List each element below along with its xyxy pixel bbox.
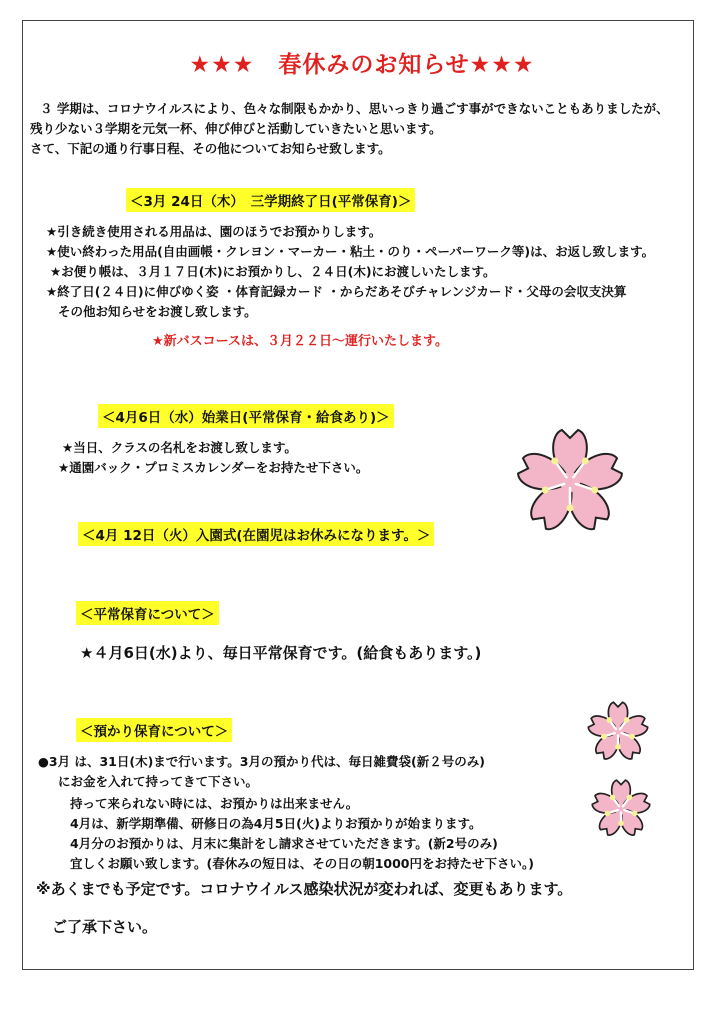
list-item: その他お知らせをお渡し致します。 bbox=[58, 304, 257, 319]
list-item: ★終了日(２４日)に伸びゆく姿 ・体育記録カード ・からだあそびチャレンジカード・父母の会収支決算 bbox=[46, 284, 627, 299]
list-item: ★通園バック・プロミスカレンダーをお持たせ下さい。 bbox=[58, 460, 369, 475]
list-item: ★当日、クラスの名札をお渡し致します。 bbox=[62, 440, 297, 455]
list-item: 4月は、新学期準備、研修日の為4月5日(火)よりお預かりが始まります。 bbox=[70, 816, 482, 831]
sakura-flower-icon bbox=[586, 700, 650, 764]
list-item: 4月分のお預かりは、月末に集計をし請求させていただきます。(新2号のみ) bbox=[70, 836, 498, 851]
page-title: ★★★ 春休みのお知らせ★★★ bbox=[189, 52, 535, 78]
list-item: ★使い終わった用品(自由画帳・クレヨン・マーカー・粘土・のり・ペーパーワーク等)は、お返し致します。 bbox=[46, 244, 655, 259]
list-item: ★お便り帳は、３月１７日(木)にお預かりし、２４日(木)にお渡しいたします。 bbox=[50, 264, 496, 279]
bus-notice: ★新バスコースは、３月２２日～運行いたします。 bbox=[152, 334, 448, 349]
sakura-flower-icon bbox=[514, 426, 626, 538]
intro-line: さて、下記の通り行事日程、その他についてお知らせ致します。 bbox=[30, 141, 391, 156]
section-heading: ＜預かり保育について＞ bbox=[76, 718, 232, 742]
list-item: ★４月6日(水)より、毎日平常保育です。(給食もあります。) bbox=[80, 644, 482, 662]
section-heading: ＜3月 24日（木） 三学期終了日(平常保育)＞ bbox=[126, 188, 415, 212]
list-item: ★引き続き使用される用品は、園のほうでお預かりします。 bbox=[46, 224, 382, 239]
section-heading: ＜平常保育について＞ bbox=[76, 601, 219, 625]
intro-line: 残り少ない３学期を元気一杯、伸び伸びと活動していきたいと思います。 bbox=[30, 121, 442, 136]
section-heading: ＜4月 12日（火）入園式(在園児はお休みになります。＞ bbox=[78, 522, 434, 546]
intro-line: ３ 学期は、コロナウイルスにより、色々な制限もかかり、思いっきり過ごす事ができないこともありましたが、 bbox=[40, 101, 669, 116]
footer-note: ※あくまでも予定です。コロナウイルス感染状況が変われば、変更もあります。 bbox=[36, 880, 573, 898]
list-item: 持って来られない時には、お預かりは出来ません。 bbox=[70, 796, 359, 811]
section-heading: ＜4月6日（水）始業日(平常保育・給食あり)＞ bbox=[98, 404, 394, 428]
sakura-flower-icon bbox=[590, 778, 652, 840]
list-item: 宜しくお願い致します。(春休みの短日は、その日の朝1000円をお持たせ下さい。) bbox=[70, 856, 534, 871]
list-item: ●3月 は、31日(木)まで行います。3月の預かり代は、毎日雑費袋(新２号のみ) bbox=[38, 754, 485, 769]
footer-closing: ご了承下さい。 bbox=[52, 918, 158, 936]
list-item: にお金を入れて持ってきて下さい。 bbox=[58, 774, 259, 789]
